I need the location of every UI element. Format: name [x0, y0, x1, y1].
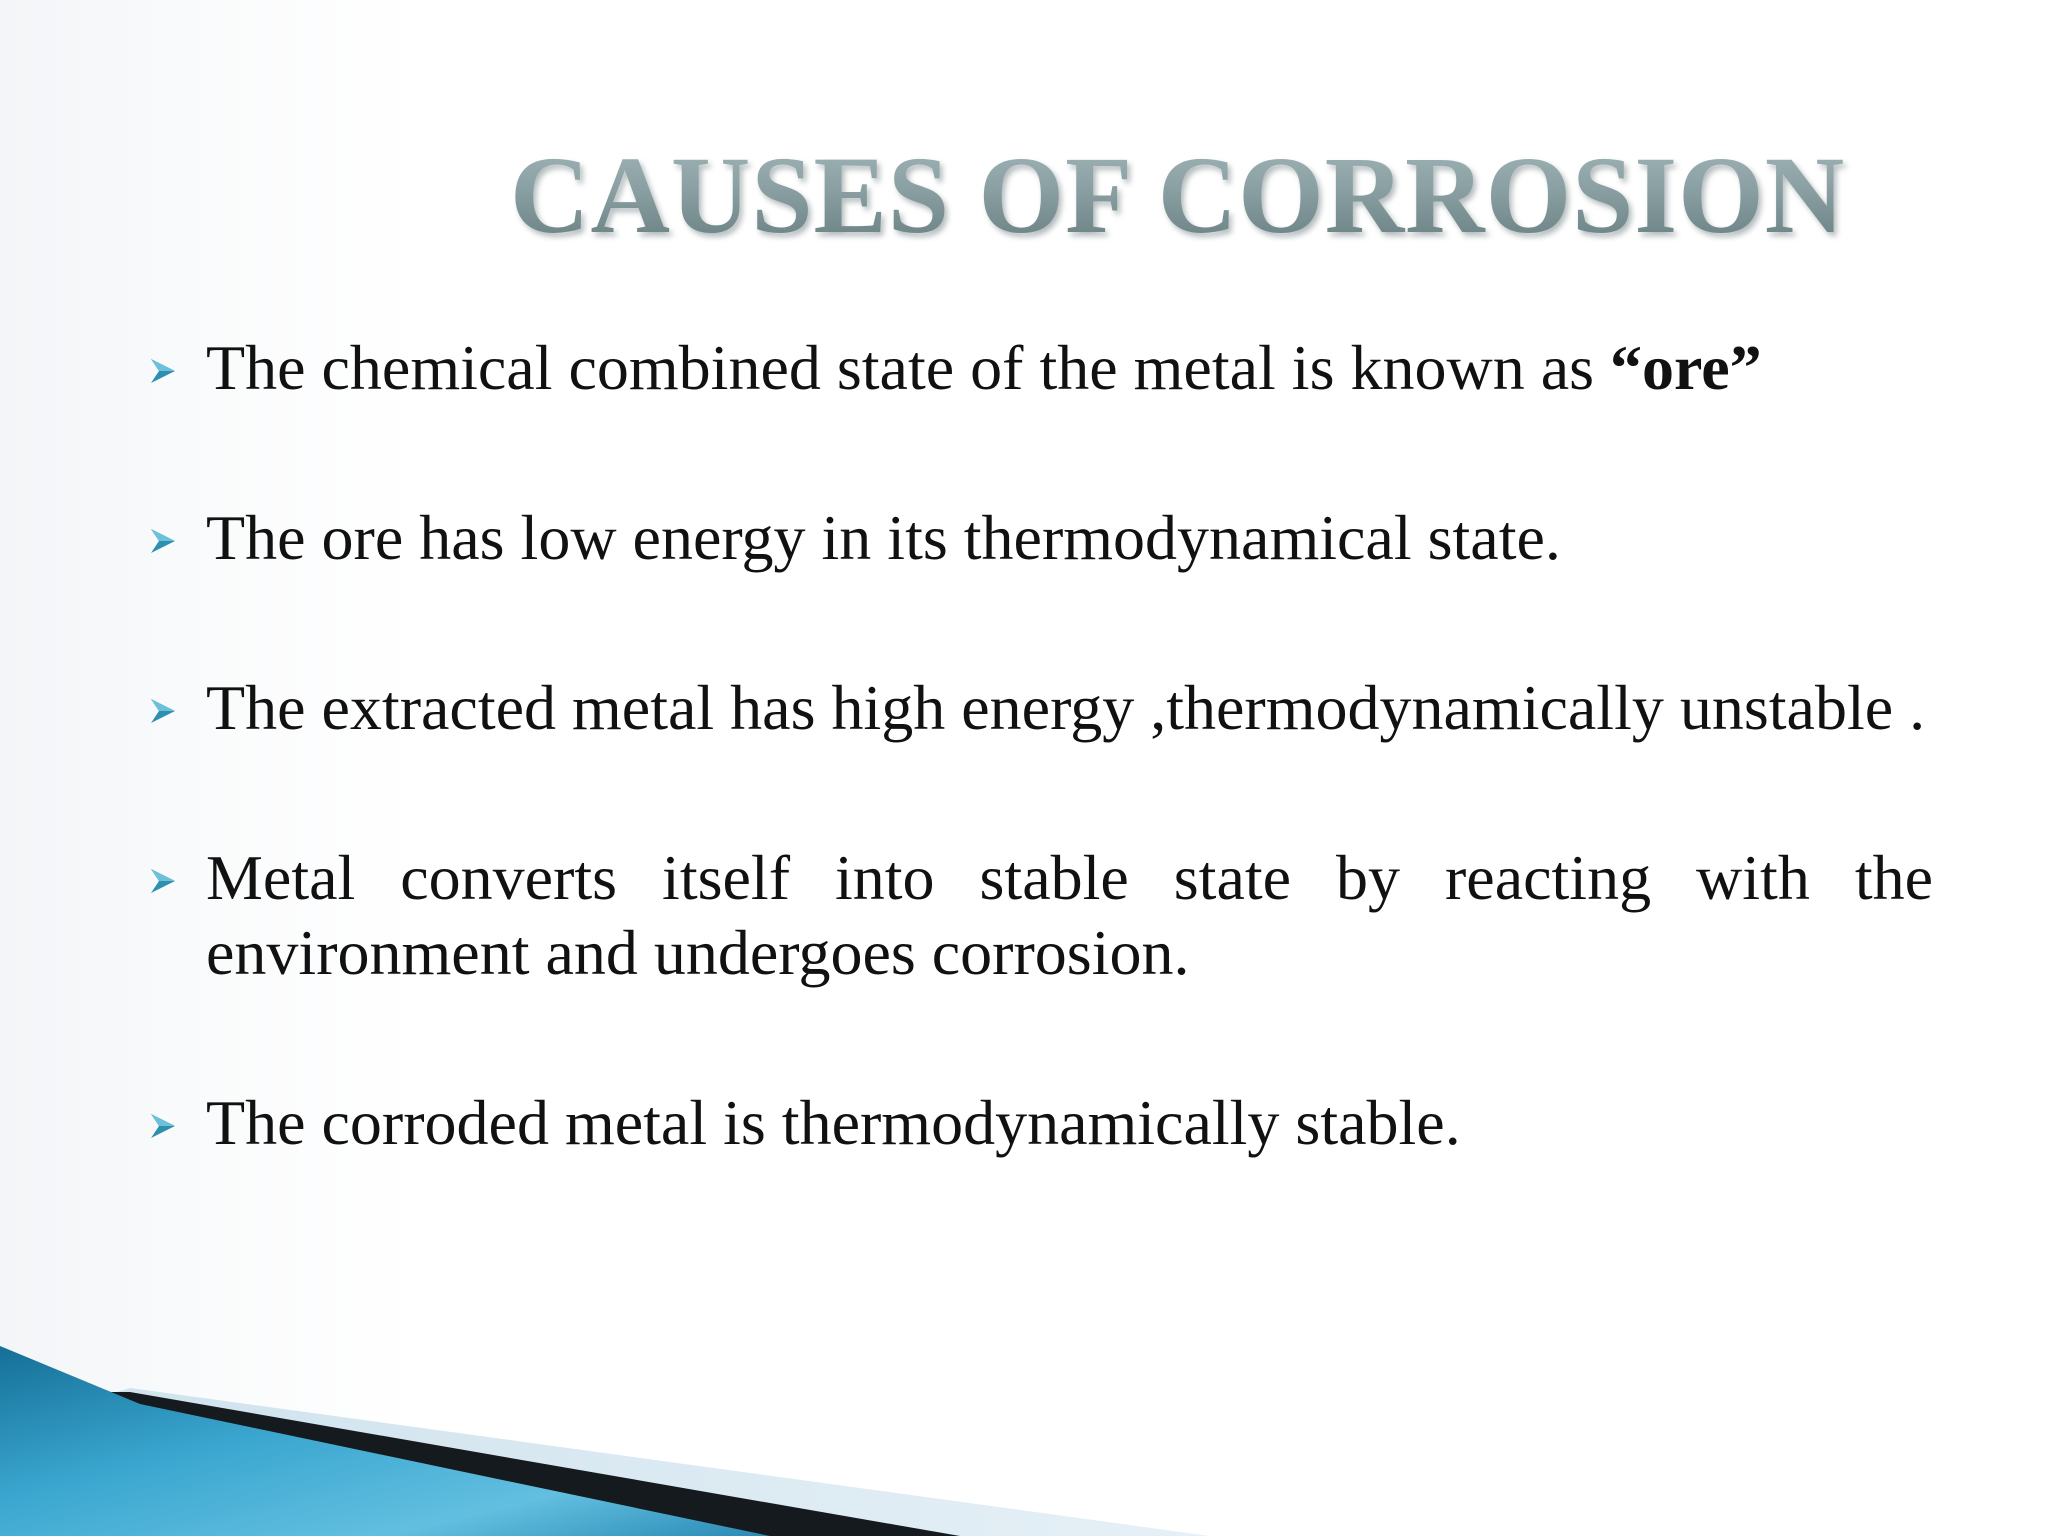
- bullet-text: The ore has low energy in its thermodynamical state.: [206, 502, 1561, 573]
- bullet-list: [148, 330, 1933, 1160]
- bullet-item: [148, 670, 1933, 745]
- bullet-emphasis: “ore”: [1610, 332, 1762, 403]
- bullet-item: [148, 840, 1933, 990]
- chevron-arrow-right-icon: [148, 696, 178, 726]
- chevron-arrow-right-icon: [148, 866, 178, 896]
- bullet-item: [148, 1085, 1933, 1160]
- bullet-text: The chemical combined state of the metal is known as: [206, 332, 1610, 403]
- bullet-item: [148, 500, 1933, 575]
- bullet-text: The corroded metal is thermodynamically stable.: [206, 1087, 1461, 1158]
- bullet-text: The extracted metal has high energy ,thermodynamically unstable .: [206, 672, 1926, 743]
- chevron-arrow-right-icon: [148, 526, 178, 556]
- bullet-item: [148, 330, 1933, 405]
- chevron-arrow-right-icon: [148, 356, 178, 386]
- decorative-corner-swoosh: [0, 1296, 2048, 1536]
- chevron-arrow-right-icon: [148, 1111, 178, 1141]
- slide-title: CAUSES OF CORROSION: [0, 125, 2048, 265]
- bullet-text: Metal converts itself into stable state by reacting with the environment and undergoes corrosion.: [206, 842, 1933, 988]
